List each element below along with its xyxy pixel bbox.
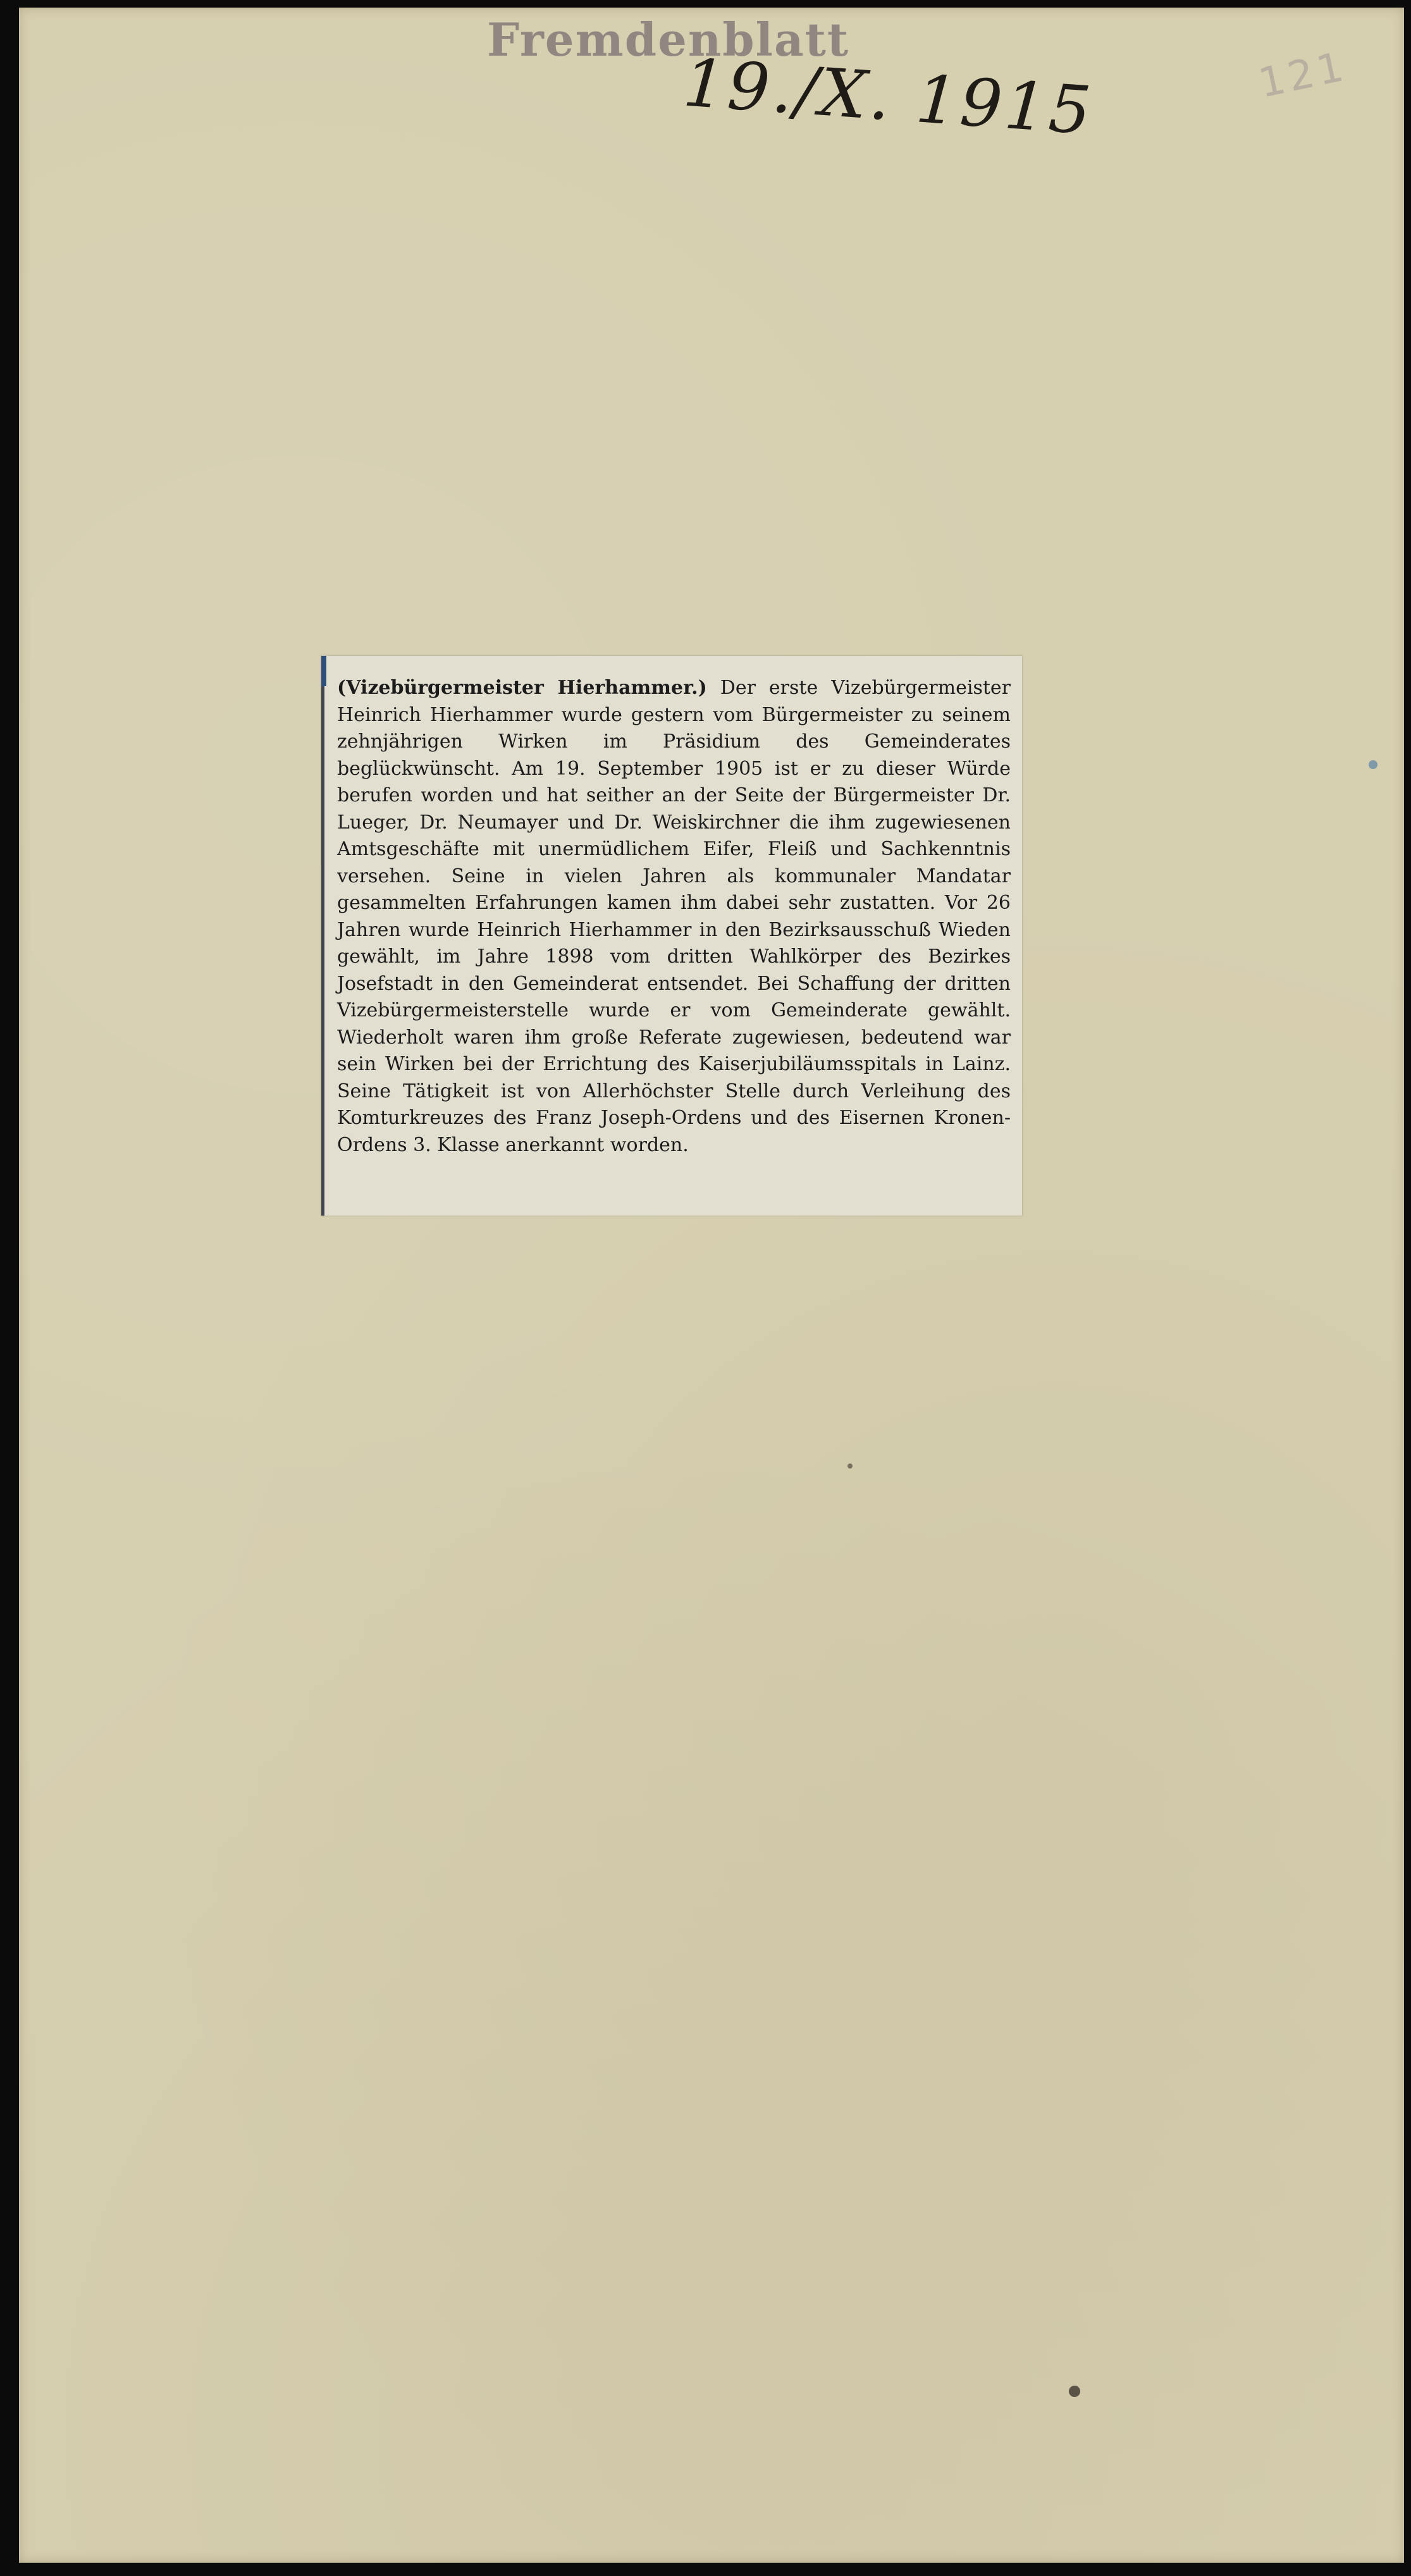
clip-edge-mark [321,656,326,686]
newspaper-clipping [321,656,1022,1216]
paper-spot [1369,760,1377,769]
page-number: 121 [1254,43,1352,108]
handwritten-date: 19./X. 1915 [681,44,1096,150]
archive-sheet [19,8,1404,2563]
paper-spot [1069,2386,1080,2397]
clipping-body: Der erste Vizebürgermeister Heinrich Hierhammer wurde gestern vom Bürgermeister zu seinem zehnjährigen Wirken im Präsidium des Gemeinderates beglückwünscht. Am 19. September 1905 ist er zu dieser Würde berufen worden und hat seither an der Seite der Bürgermeister Dr. Lueger, Dr. Neumayer und Dr. Weiskirchner die ihm zugewiesenen Amtsgeschäfte mit unermüdlichem Eifer, Fleiß und Sachkenntnis versehen. Seine in vielen Jahren als kommunaler Mandatar gesammelten Erfahrungen kamen ihm dabei sehr zustatten. Vor 26 Jahren wurde Heinrich Hierhammer in den Bezirksausschuß Wieden gewählt, im Jahre 1898 vom dritten Wahlkörper des Bezirkes Josefstadt in den Gemeinderat entsendet. Bei Schaffung der dritten Vizebürgermeisterstelle wurde er vom Gemeinderate gewählt. Wiederholt waren ihm große Referate zugewiesen, bedeutend war sein Wirken bei der Errichtung des Kaiserjubiläumsspitals in Lainz. Seine Tätigkeit ist von Allerhöchster Stelle durch Verleihung des Komturkreuzes des Franz Joseph-Ordens und des Eisernen Kronen-Ordens 3. Klasse anerkannt worden. [337,677,1011,1156]
newspaper-stamp: Fremdenblatt [487,13,850,66]
clipping-headline: (Vizebürgermeister Hierhammer.) [337,677,707,699]
paper-spot [847,1464,853,1469]
